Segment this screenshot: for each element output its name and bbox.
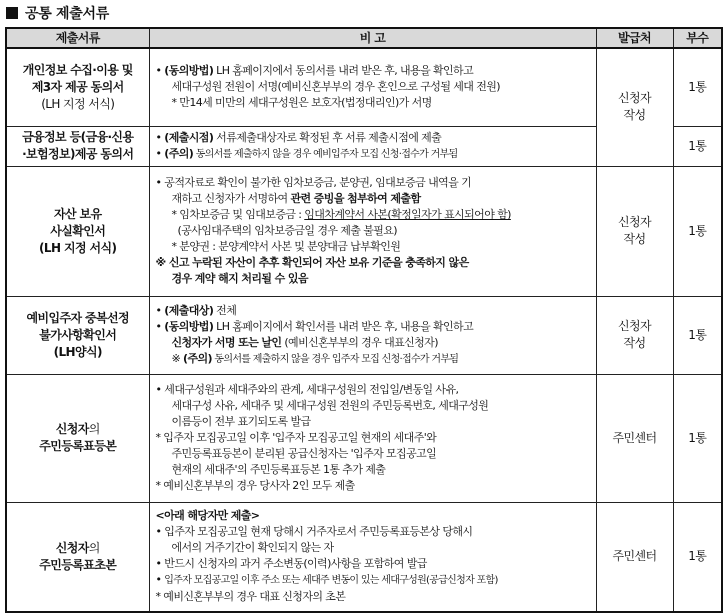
table-header-row bbox=[6, 28, 722, 48]
issuer: 신청자 작성 bbox=[596, 48, 673, 166]
document-remarks: <아래 해당자만 제출> • 입주자 모집공고일 현재 당해시 거주자로서 주민등록표등본상 당해시 에서의 거주기간이 확인되지 않는 자 • 반드시 신청자의 과거 주소변동(이력)사항을 포함하여 발급 • 입주자 모집공고일 이후 주소 또는 세대주 변동이 있는 세대구성원(공급신청자 포함) * 예비신혼부부의 경우 대표 신청자의 초본 bbox=[149, 502, 596, 612]
section-title bbox=[6, 2, 109, 24]
copies: 1통 bbox=[673, 374, 722, 502]
table-row bbox=[6, 502, 722, 612]
issuer: 신청자 작성 bbox=[596, 296, 673, 374]
copies: 1통 bbox=[673, 502, 722, 612]
header-remarks: 비 고 bbox=[149, 28, 596, 48]
header-issuer: 발급처 bbox=[596, 28, 673, 48]
header-document: 제출서류 bbox=[6, 28, 149, 48]
document-name: 개인정보 수집·이용 및 제3자 제공 동의서 (LH 지정 서식) bbox=[6, 48, 149, 126]
copies: 1통 bbox=[673, 126, 722, 166]
section-title-text: 공통 제출서류 bbox=[25, 6, 109, 22]
copies: 1통 bbox=[673, 166, 722, 296]
document-remarks: • (동의방법) LH 홈페이지에서 동의서를 내려 받은 후, 내용을 확인하고 세대구성원 전원이 서명(예비신혼부부의 경우 혼인으로 구성될 세대 전원) * 만14세 미만의 세대구성원은 보호자(법정대리인)가 서명 bbox=[149, 48, 596, 126]
required-documents-table bbox=[5, 27, 723, 613]
table-row bbox=[6, 48, 722, 126]
document-name: 자산 보유 사실확인서 (LH 지정 서식) bbox=[6, 166, 149, 296]
table-row bbox=[6, 374, 722, 502]
issuer: 신청자 작성 bbox=[596, 166, 673, 296]
table-row bbox=[6, 296, 722, 374]
document-name: 신청자의 주민등록표등본 bbox=[6, 374, 149, 502]
document-name: 신청자의 주민등록표초본 bbox=[6, 502, 149, 612]
issuer: 주민센터 bbox=[596, 374, 673, 502]
square-bullet-icon bbox=[6, 7, 18, 19]
document-remarks: • 세대구성원과 세대주와의 관계, 세대구성원의 전입일/변동일 사유, 세대구성 사유, 세대주 및 세대구성원 전원의 주민등록번호, 세대구성원 이름등이 전부 표기되도록 발급 * 입주자 모집공고일 이후 '입주자 모집공고일 현재의 세대주'와 주민등록표등본이 분리된 공급신청자는 '입주자 모집공고일 현재의 세대주'의 주민등록표등본 1통 추가 제출 * 예비신혼부부의 경우 당사자 2인 모두 제출 bbox=[149, 374, 596, 502]
document-remarks: • (제출대상) 전체 • (동의방법) LH 홈페이지에서 확인서를 내려 받은 후, 내용을 확인하고 신청자가 서명 또는 날인 (예비신혼부부의 경우 대표신청자) ※ (주의) 동의서를 제출하지 않을 경우 입주자 모집 신청·접수가 거부됨 bbox=[149, 296, 596, 374]
issuer: 주민센터 bbox=[596, 502, 673, 612]
document-name: 예비입주자 중복선정 불가사항확인서 (LH양식) bbox=[6, 296, 149, 374]
copies: 1통 bbox=[673, 48, 722, 126]
document-name: 금융정보 등(금융·신용 ·보험정보)제공 동의서 bbox=[6, 126, 149, 166]
copies: 1통 bbox=[673, 296, 722, 374]
document-remarks: • 공적자료로 확인이 불가한 임차보증금, 분양권, 임대보증금 내역을 기 재하고 신청자가 서명하여 관련 증빙을 첨부하여 제출함 * 임차보증금 및 임대보증금 : 임대차계약서 사본(확정일자가 표시되어야 함) (공사임대주택의 임차보증금일 경우 제출 불필요) * 분양권 : 분양계약서 사본 및 분양대금 납부확인원 ※ 신고 누락된 자산이 추후 확인되어 자산 보유 기준을 충족하지 않은 경우 계약 해지 처리될 수 있음 bbox=[149, 166, 596, 296]
document-remarks: • (제출시점) 서류제출대상자로 확정된 후 서류 제출시점에 제출 • (주의) 동의서를 제출하지 않을 경우 예비입주자 모집 신청·접수가 거부됨 bbox=[149, 126, 596, 166]
table-row bbox=[6, 166, 722, 296]
header-copies: 부수 bbox=[673, 28, 722, 48]
